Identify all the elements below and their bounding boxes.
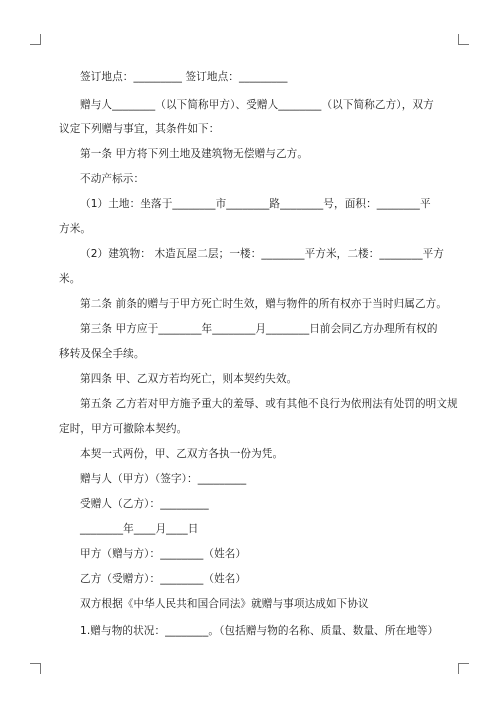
donor-signature-line: 赠与人（甲方）（签字）：_________ [80,473,247,485]
gift-condition-line: 1.赠与物的状况：________。（包括赠与物的名称、质量、数量、所在地等） [80,625,439,637]
land-line-cont: 方米。 [59,223,92,235]
article-1: 第一条 甲方将下列土地及建筑物无偿赠与乙方。 [80,148,309,160]
crop-mark-bottom-left [30,663,41,674]
donee-line: 受赠人（乙方）：_________ [80,498,209,510]
article-5-cont: 定时，甲方可撤除本契约。 [59,423,188,435]
article-4: 第四条 甲、乙双方若均死亡，则本契约失效。 [80,373,298,385]
article-2: 第二条 前条的赠与于甲方死亡时生效，赠与物件的所有权亦于当时归属乙方。 [80,298,448,310]
article-3: 第三条 甲方应于________年________月________日前会同乙方办理所有权的 [80,323,438,335]
land-line: （1）土地：坐落于________市________路________号，面积：________平 [80,198,431,210]
party-b-name-line: 乙方（受赠方）：________（姓名） [80,573,247,585]
agreement-intro-line: 双方根据《中华人民共和国合同法》就赠与事项达成如下协议 [80,598,369,610]
parties-line: 赠与人________（以下简称甲方）、受赠人________（以下简称乙方），双方 [80,99,434,111]
copies-line: 本契一式两份，甲、乙双方各执一份为凭。 [80,448,284,460]
building-line-cont: 米。 [59,273,81,285]
parties-line-cont: 议定下列赠与事宜，其条件如下： [59,123,220,135]
crop-mark-bottom-right [458,663,469,674]
article-3-cont: 移转及保全手续。 [59,348,145,360]
property-label: 不动产标示： [80,173,145,185]
party-a-name-line: 甲方（赠与方）：________（姓名） [80,548,247,560]
article-5: 第五条 乙方若对甲方施予重大的羞辱、或有其他不良行为依刑法有处罚的明文规 [80,398,458,410]
date-line: ________年____月____日 [80,523,199,535]
crop-mark-top-right [458,34,469,45]
building-line: （2）建筑物： 木造瓦屋二层；一楼：________平方米，二楼：________平方 [80,248,444,260]
crop-mark-top-left [30,34,41,45]
signing-location-line: 签订地点：_________ 签订地点：_________ [80,71,288,83]
